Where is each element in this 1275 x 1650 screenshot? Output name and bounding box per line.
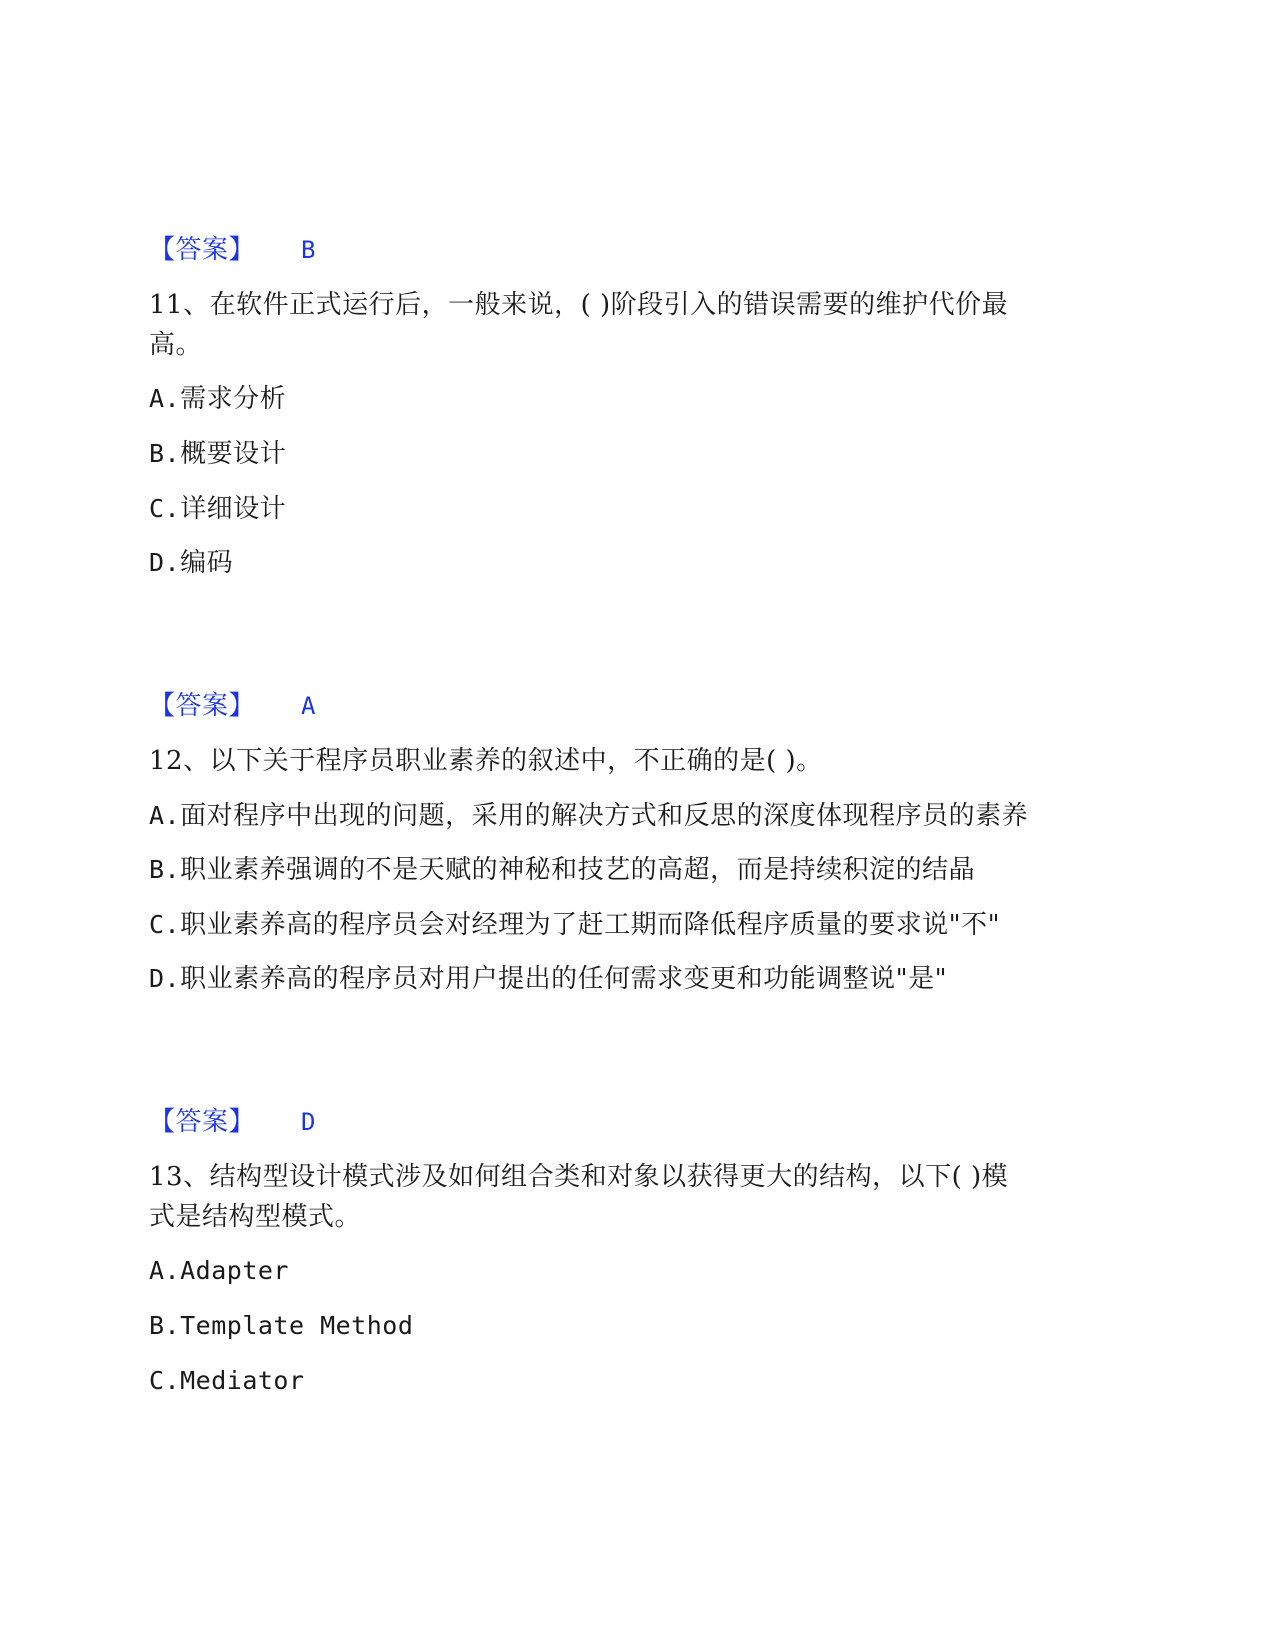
option-prefix: C. — [149, 494, 181, 523]
answer-label: 【答案】 — [149, 691, 256, 721]
option-text: 需求分析 — [180, 384, 287, 414]
answer-value: B — [301, 236, 316, 264]
question-text: 12、以下关于程序员职业素养的叙述中，不正确的是( )。 — [149, 746, 823, 776]
option-item — [149, 1366, 305, 1396]
option-text: 编码 — [180, 548, 234, 578]
answer-value: D — [301, 1108, 316, 1136]
option-text: 职业素养高的程序员对用户提出的任何需求变更和功能调整说"是" — [180, 964, 948, 994]
option-text: Mediator — [180, 1366, 305, 1395]
option-item — [149, 439, 286, 469]
option-item — [149, 964, 947, 994]
option-prefix: D. — [149, 964, 181, 993]
option-text: 职业素养高的程序员会对经理为了赶工期而降低程序质量的要求说"不" — [180, 910, 1001, 940]
option-prefix: C. — [149, 910, 181, 939]
option-text: 详细设计 — [180, 494, 287, 524]
option-item — [149, 1311, 413, 1341]
question-text: 11、在软件正式运行后，一般来说，( )阶段引入的错误需要的维护代价最 — [149, 290, 1009, 320]
question-text: 13、结构型设计模式涉及如何组合类和对象以获得更大的结构，以下( )模 — [149, 1162, 1009, 1192]
option-item — [149, 801, 1028, 831]
option-item — [149, 494, 286, 524]
option-item — [149, 548, 233, 578]
option-prefix: B. — [149, 439, 181, 468]
option-text: 概要设计 — [180, 439, 287, 469]
answer-label: 【答案】 — [149, 235, 256, 265]
answer-line — [149, 691, 316, 721]
option-prefix: B. — [149, 1311, 181, 1340]
answer-line — [149, 1107, 316, 1137]
option-prefix: A. — [149, 384, 181, 413]
option-item — [149, 910, 1000, 940]
option-prefix: B. — [149, 855, 181, 884]
answer-label: 【答案】 — [149, 1107, 256, 1137]
question-text-continued: 式是结构型模式。 — [149, 1202, 362, 1232]
answer-value: A — [301, 692, 316, 720]
option-item — [149, 384, 286, 414]
option-prefix: D. — [149, 548, 181, 577]
option-text: Adapter — [180, 1256, 289, 1285]
option-prefix: A. — [149, 1256, 181, 1285]
option-item — [149, 855, 975, 885]
option-text: 面对程序中出现的问题，采用的解决方式和反思的深度体现程序员的素养 — [180, 801, 1029, 831]
option-text: Template Method — [180, 1311, 414, 1340]
option-text: 职业素养强调的不是天赋的神秘和技艺的高超，而是持续积淀的结晶 — [180, 855, 976, 885]
answer-line — [149, 235, 316, 265]
question-text-continued: 高。 — [149, 330, 203, 360]
option-prefix: C. — [149, 1366, 181, 1395]
option-item — [149, 1256, 289, 1286]
option-prefix: A. — [149, 801, 181, 830]
